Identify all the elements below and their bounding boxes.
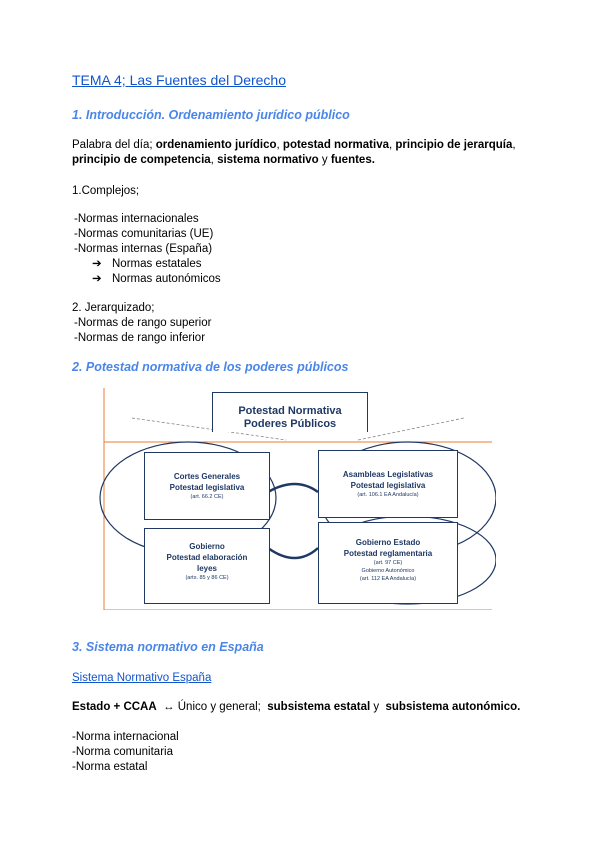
sep-2: , <box>389 139 396 151</box>
list-item: -Norma comunitaria <box>72 746 173 758</box>
jerarquizado-label: 2. Jerarquizado; <box>72 302 155 314</box>
sep-1: , <box>276 139 283 151</box>
arrow-icon: ➔ <box>92 273 102 285</box>
palabra-line-2 <box>72 153 375 167</box>
box-title: Cortes Generales <box>173 472 241 481</box>
top-title-line-1: Potestad Normativa <box>238 405 342 417</box>
top-title-line-2: Poderes Públicos <box>243 418 337 430</box>
term-fuentes: fuentes. <box>330 154 375 166</box>
box-subtitle: leyes <box>196 564 218 573</box>
box-reference: Gobierno Autonómico <box>361 568 415 574</box>
list-item: -Normas comunitarias (UE) <box>74 228 214 240</box>
sub-item-label: Normas autonómicos <box>112 273 221 285</box>
sub-list-item <box>92 272 221 286</box>
sep-5: y <box>318 154 331 166</box>
sep-3: , <box>512 139 516 151</box>
bottom-connector <box>268 548 318 558</box>
box-subtitle: Potestad legislativa <box>169 483 245 492</box>
list-item: -Normas internas (España) <box>74 243 213 255</box>
sub-item-label: Normas estatales <box>112 258 202 270</box>
box-subtitle: Potestad reglamentaria <box>343 549 433 558</box>
box-gobierno <box>144 528 270 604</box>
term-sistema: sistema normativo <box>217 154 319 166</box>
palabra-prefix: Palabra del día; <box>72 139 156 151</box>
sep-4: , <box>210 154 218 166</box>
box-title: Gobierno <box>189 542 225 551</box>
box-reference: (art. 112 EA Andalucía) <box>359 576 417 582</box>
subsistema-autonomico: subsistema autonómico. <box>385 701 521 713</box>
subsistema-estatal: subsistema estatal <box>267 701 371 713</box>
box-asambleas-legislativas <box>318 450 458 518</box>
dashed-line-right <box>358 418 464 440</box>
sub-list-item <box>92 257 201 271</box>
box-subtitle: Potestad legislativa <box>350 481 426 490</box>
estado-mid-2: y <box>370 701 386 713</box>
box-reference: (art. 106.1 EA Andalucía) <box>357 492 419 498</box>
palabra-line-1 <box>72 138 516 152</box>
term-ordenamiento: ordenamiento jurídico <box>155 139 277 151</box>
document-title[interactable]: TEMA 4; Las Fuentes del Derecho <box>72 72 286 88</box>
box-reference: (art. 66.2 CE) <box>190 494 224 500</box>
section-3-heading: 3. Sistema normativo en España <box>72 640 264 654</box>
box-reference: (art. 97 CE) <box>373 560 403 566</box>
estado-ccaa-line <box>72 700 520 714</box>
box-reference: (arts. 85 y 86 CE) <box>185 575 229 581</box>
term-jerarquia: principio de jerarquía <box>395 139 513 151</box>
box-title: Asambleas Legislativas <box>342 470 434 479</box>
box-title: Gobierno Estado <box>355 538 421 547</box>
estado-ccaa: Estado + CCAA <box>72 701 157 713</box>
list-item: -Norma estatal <box>72 761 148 773</box>
arrow-icon: ➔ <box>92 258 102 270</box>
sistema-normativo-link[interactable]: Sistema Normativo España <box>72 672 212 684</box>
term-potestad: potestad normativa <box>282 139 389 151</box>
box-gobierno-estado <box>318 522 458 604</box>
box-subtitle: Potestad elaboración <box>166 553 248 562</box>
list-item: -Normas de rango superior <box>74 317 212 329</box>
term-competencia: principio de competencia <box>72 154 211 166</box>
diagram-top-title <box>212 392 368 432</box>
potestad-diagram <box>96 388 496 610</box>
section-2-heading: 2. Potestad normativa de los poderes públicos <box>72 360 349 374</box>
list-item: -Normas internacionales <box>74 213 199 225</box>
section-1-heading: 1. Introducción. Ordenamiento jurídico público <box>72 108 350 122</box>
list-item: -Normas de rango inferior <box>74 332 206 344</box>
list-item: -Norma internacional <box>72 731 179 743</box>
complejos-label: 1.Complejos; <box>72 185 140 197</box>
estado-mid: ↔ Único y general; <box>156 701 268 713</box>
box-cortes-generales <box>144 452 270 520</box>
